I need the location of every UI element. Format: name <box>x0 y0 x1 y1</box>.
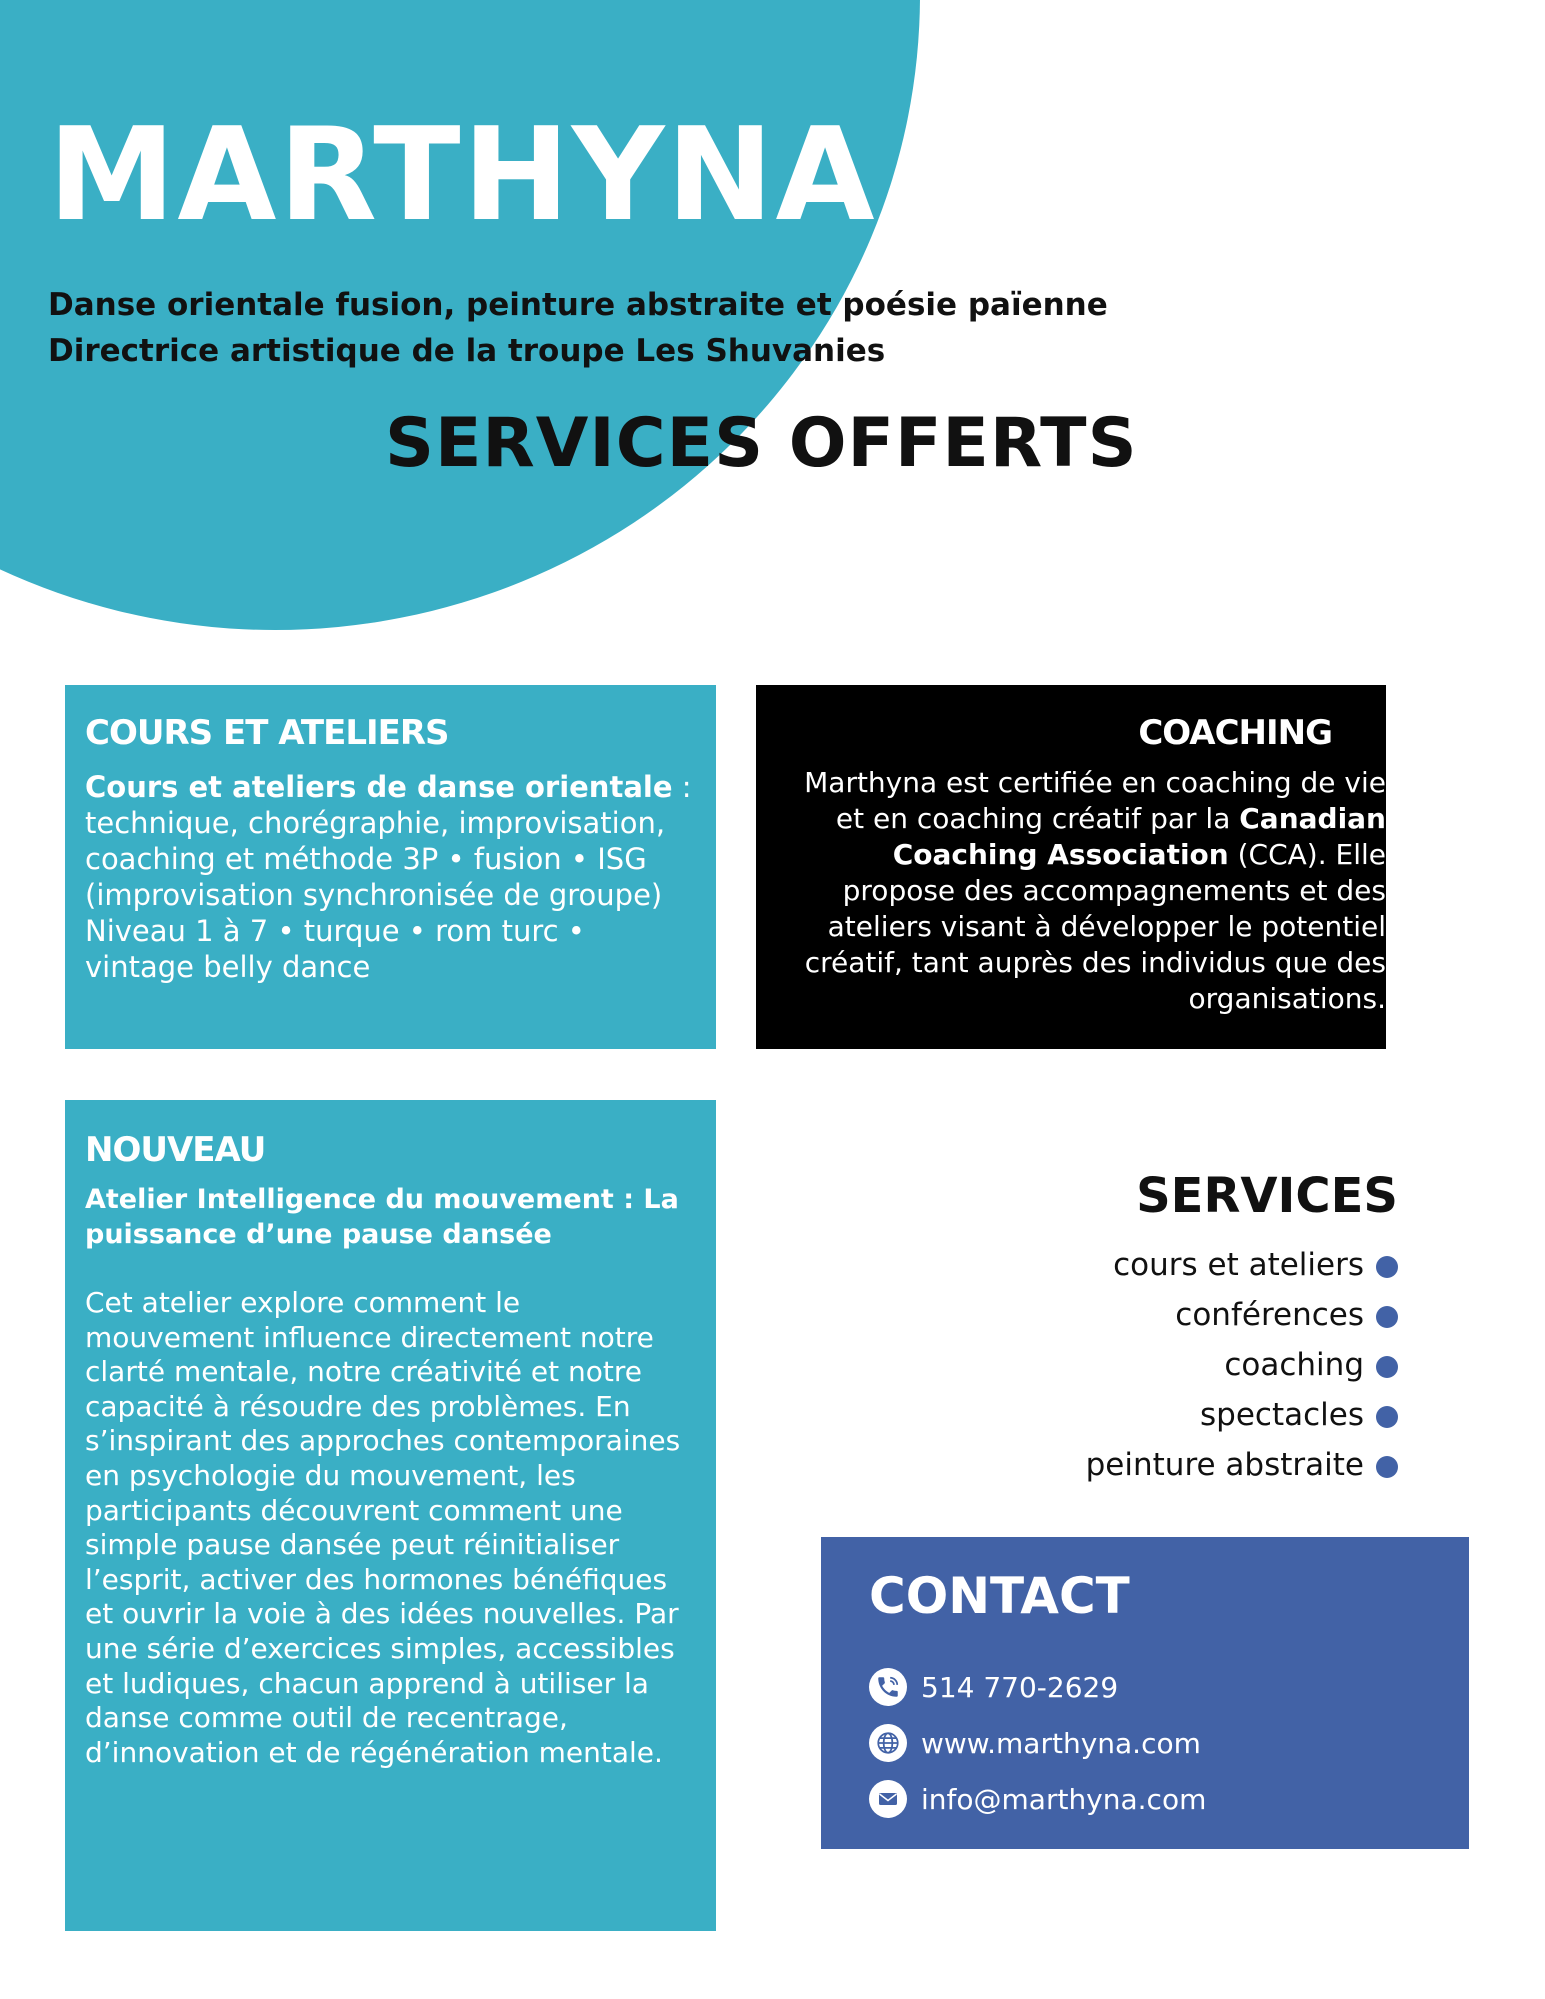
contact-website-row <box>869 1715 1469 1771</box>
nouveau-title: NOUVEAU <box>85 1130 266 1170</box>
tagline <box>48 282 1208 374</box>
coaching-text <box>776 765 1386 1017</box>
bullet-dot-icon <box>1376 1256 1398 1278</box>
service-item-label: peinture abstraite <box>1085 1447 1364 1483</box>
service-item <box>1086 1340 1398 1390</box>
contact-phone-row <box>869 1659 1469 1715</box>
contact-email-link[interactable]: info@marthyna.com <box>921 1782 1207 1816</box>
nouveau-subtitle: Atelier Intelligence du mouvement : La puissance d’une pause dansée <box>85 1184 679 1250</box>
bullet-dot-icon <box>1376 1456 1398 1478</box>
coaching-card <box>756 685 1386 1049</box>
services-title: SERVICES <box>1136 1168 1398 1224</box>
mail-icon <box>869 1780 907 1818</box>
service-item-label: coaching <box>1224 1347 1364 1383</box>
coaching-organization: Canadian Coaching Association <box>892 802 1386 871</box>
coaching-text-after: (CCA). Elle propose des accompagnements et des ateliers visant à développer le potentiel créatif, tant auprès des individus que des organisations. <box>804 838 1386 1015</box>
contact-title: CONTACT <box>869 1567 1130 1625</box>
bullet-dot-icon <box>1376 1356 1398 1378</box>
nouveau-text: Cet atelier explore comment le mouvement influence directement notre clarté mentale, notre créativité et notre capacité à résoudre des problèmes. En s’inspirant des approches contemporaines en psychologie du mouvement, les participants découvrent comment une simple pause dansée peut réinitialiser l’esprit, activer des hormones bénéfiques et ouvrir la voie à des idées nouvelles. Par une série d’exercices simples, accessibles et ludiques, chacun apprend à utiliser la danse comme outil de recentrage, d’innovation et de régénération mentale. <box>85 1286 681 1769</box>
contact-website-link[interactable]: www.marthyna.com <box>921 1726 1201 1760</box>
service-item-label: conférences <box>1175 1297 1364 1333</box>
bullet-dot-icon <box>1376 1406 1398 1428</box>
services-list <box>1086 1240 1398 1490</box>
service-item <box>1086 1390 1398 1440</box>
contact-phone[interactable]: 514 770-2629 <box>921 1670 1119 1704</box>
cours-ateliers-text <box>85 769 696 985</box>
service-item <box>1086 1240 1398 1290</box>
coaching-text-before: Marthyna est certifiée en coaching de vie et en coaching créatif par la <box>804 766 1386 835</box>
services-section <box>1086 1166 1398 1490</box>
tagline-line-1: Danse orientale fusion, peinture abstraite et poésie païenne <box>48 287 1108 323</box>
page-title: SERVICES OFFERTS <box>385 404 1138 483</box>
cours-ateliers-title: COURS ET ATELIERS <box>85 713 449 753</box>
cours-ateliers-card <box>65 685 716 1049</box>
nouveau-card <box>65 1100 716 1931</box>
brand-name: MARTHYNA <box>48 101 877 250</box>
tagline-line-2: Directrice artistique de la troupe Les Shuvanies <box>48 333 886 369</box>
contact-card <box>821 1537 1469 1849</box>
service-item-label: spectacles <box>1200 1397 1364 1433</box>
cours-ateliers-description: : technique, chorégraphie, improvisation, coaching et méthode 3P • fusion • ISG (improvisation synchronisée de groupe) Niveau 1 à 7 • turque • rom turc • vintage belly dance <box>85 770 692 984</box>
coaching-title: COACHING <box>1138 713 1332 753</box>
service-item-label: cours et ateliers <box>1113 1247 1364 1283</box>
service-item <box>1086 1290 1398 1340</box>
globe-icon <box>869 1724 907 1762</box>
contact-email-row <box>869 1771 1469 1827</box>
bullet-dot-icon <box>1376 1306 1398 1328</box>
service-item <box>1086 1440 1398 1490</box>
phone-icon <box>869 1668 907 1706</box>
cours-ateliers-lead: Cours et ateliers de danse orientale <box>85 770 673 804</box>
